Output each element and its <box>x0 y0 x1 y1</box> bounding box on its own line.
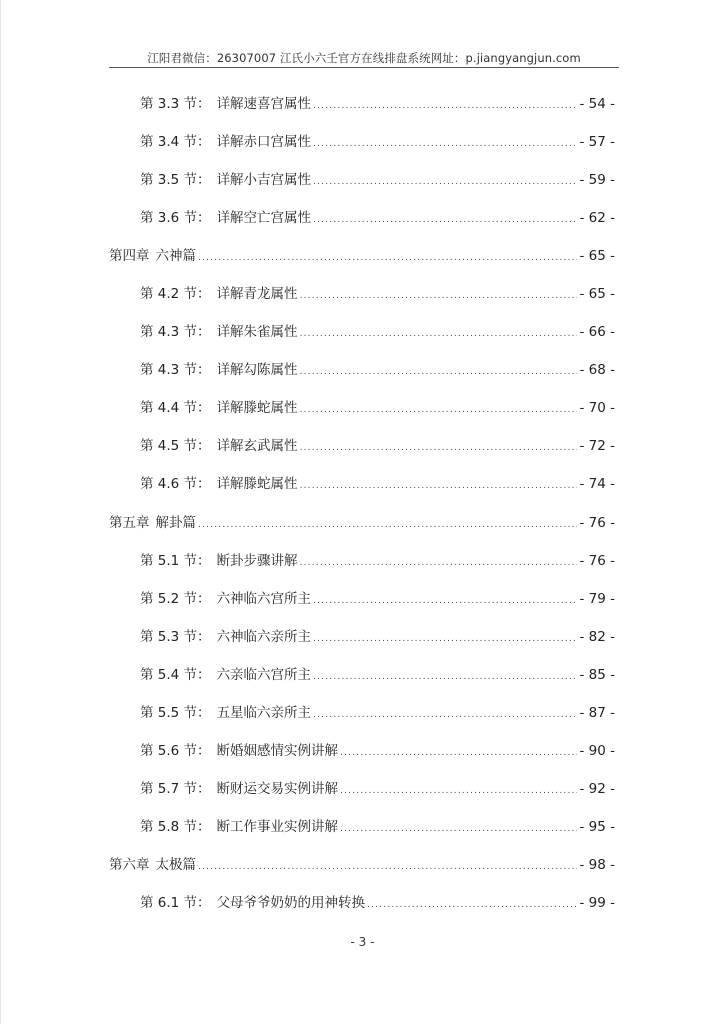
toc-section-entry[interactable] <box>109 169 615 207</box>
toc-entry-title: 详解玄武属性 <box>216 438 298 455</box>
toc-section-entry[interactable] <box>109 131 615 169</box>
toc-entry-number: 第 4.5 节： <box>140 438 211 455</box>
toc-entry-title: 详解速喜宫属性 <box>216 96 312 112</box>
toc-page-number: - 79 - <box>579 590 615 607</box>
toc-dot-leader <box>367 894 577 916</box>
toc-entry-number: 第 5.5 节： <box>140 704 211 721</box>
toc-entry-title: 详解滕蛇属性 <box>216 476 298 493</box>
toc-page-number: - 72 - <box>579 438 615 455</box>
toc-entry-title: 六神临六宫所主 <box>216 590 312 607</box>
toc-dot-leader <box>313 133 577 155</box>
toc-entry-number: 第 5.7 节： <box>140 780 211 797</box>
toc-dot-leader <box>313 704 577 726</box>
toc-section-entry[interactable] <box>109 626 615 664</box>
toc-entry-label <box>140 435 298 457</box>
toc-dot-leader <box>313 666 577 688</box>
toc-dot-leader <box>340 742 577 764</box>
toc-page-number: - 57 - <box>579 134 615 151</box>
toc-entry-title: 断工作事业实例讲解 <box>216 818 339 835</box>
toc-section-entry[interactable] <box>109 397 615 435</box>
toc-entry-label <box>140 816 338 838</box>
toc-entry-label <box>140 740 338 762</box>
toc-page-number: - 87 - <box>579 704 615 721</box>
toc-page-number: - 92 - <box>579 780 615 797</box>
toc-dot-leader <box>313 209 577 231</box>
toc-dot-leader <box>300 323 578 345</box>
table-of-contents <box>109 93 615 930</box>
toc-chapter-entry[interactable] <box>109 245 615 283</box>
toc-dot-leader <box>198 514 577 536</box>
toc-section-entry[interactable] <box>109 588 615 626</box>
toc-page-number: - 59 - <box>579 172 615 189</box>
toc-section-entry[interactable] <box>109 664 615 702</box>
toc-entry-number: 第 3.4 节： <box>140 134 211 151</box>
toc-entry-title: 详解滕蛇属性 <box>216 400 298 417</box>
toc-section-entry[interactable] <box>109 816 615 854</box>
toc-entry-title: 断婚姻感情实例讲解 <box>216 742 339 759</box>
toc-dot-leader <box>313 171 577 193</box>
toc-section-entry[interactable] <box>109 892 615 930</box>
toc-entry-label <box>109 245 196 267</box>
toc-entry-title: 详解小吉宫属性 <box>216 172 312 189</box>
toc-dot-leader <box>300 437 578 459</box>
toc-entry-label <box>140 778 338 800</box>
toc-entry-title: 太极篇 <box>155 856 196 873</box>
toc-page-number: - 76 - <box>579 552 615 569</box>
toc-entry-number: 第六章 <box>109 856 150 873</box>
toc-entry-title: 六亲临六宫所主 <box>216 666 312 683</box>
toc-section-entry[interactable] <box>109 778 615 816</box>
toc-entry-number: 第 3.6 节： <box>140 210 211 227</box>
toc-entry-number: 第 4.2 节： <box>140 286 211 303</box>
toc-entry-number: 第 3.3 节： <box>140 96 211 112</box>
toc-entry-number: 第 4.6 节： <box>140 476 211 493</box>
toc-entry-label <box>140 169 311 191</box>
toc-entry-label <box>140 473 298 495</box>
toc-dot-leader <box>198 247 577 269</box>
toc-entry-title: 详解青龙属性 <box>216 286 298 303</box>
toc-entry-title: 断卦步骤讲解 <box>216 552 298 569</box>
toc-entry-number: 第 5.3 节： <box>140 628 211 645</box>
toc-entry-number: 第 4.4 节： <box>140 400 211 417</box>
toc-entry-number: 第五章 <box>109 514 150 531</box>
toc-entry-number: 第 6.1 节： <box>140 894 211 911</box>
toc-page-number: - 65 - <box>579 248 615 265</box>
toc-dot-leader <box>340 818 577 840</box>
toc-dot-leader <box>340 780 577 802</box>
toc-entry-label <box>140 207 311 229</box>
toc-page-number: - 65 - <box>579 286 615 303</box>
toc-dot-leader <box>300 475 578 497</box>
toc-entry-number: 第四章 <box>109 248 150 265</box>
page-header: 江阳君微信：26307007 江氏小六壬官方在线排盘系统网址：p.jiangyangjun.com <box>147 51 581 65</box>
toc-page-number: - 95 - <box>579 818 615 835</box>
toc-section-entry[interactable] <box>109 283 615 321</box>
toc-section-entry[interactable] <box>109 702 615 740</box>
toc-entry-title: 父母爷爷奶奶的用神转换 <box>216 894 366 911</box>
toc-page-number: - 70 - <box>579 400 615 417</box>
toc-entry-label <box>140 321 298 343</box>
toc-page-number: - 82 - <box>579 628 615 645</box>
toc-entry-title: 详解朱雀属性 <box>216 324 298 341</box>
toc-dot-leader <box>198 856 577 878</box>
header-rule <box>109 67 619 68</box>
toc-entry-number: 第 5.2 节： <box>140 590 211 607</box>
toc-page-number: - 85 - <box>579 666 615 683</box>
toc-page-number: - 90 - <box>579 742 615 759</box>
toc-page-number: - 54 - <box>579 96 615 112</box>
toc-page-number: - 99 - <box>579 894 615 911</box>
toc-entry-title: 五星临六亲所主 <box>216 704 312 721</box>
toc-entry-label <box>140 664 311 686</box>
toc-entry-label <box>140 892 365 914</box>
toc-entry-label <box>140 397 298 419</box>
toc-entry-label <box>140 131 311 153</box>
toc-section-entry[interactable] <box>109 93 615 131</box>
toc-entry-label <box>140 283 298 305</box>
toc-dot-leader <box>300 361 578 383</box>
toc-entry-title: 六神临六亲所主 <box>216 628 312 645</box>
toc-entry-label <box>140 550 298 572</box>
toc-entry-title: 详解赤口宫属性 <box>216 134 312 151</box>
toc-entry-number: 第 5.8 节： <box>140 818 211 835</box>
toc-chapter-entry[interactable] <box>109 854 615 892</box>
toc-page-number: - 74 - <box>579 476 615 493</box>
toc-entry-label <box>140 93 311 115</box>
toc-section-entry[interactable] <box>109 359 615 397</box>
toc-entry-label <box>109 512 196 534</box>
toc-page-number: - 66 - <box>579 324 615 341</box>
toc-entry-label <box>140 588 311 610</box>
toc-section-entry[interactable] <box>109 740 615 778</box>
toc-entry-title: 断财运交易实例讲解 <box>216 780 339 797</box>
toc-entry-number: 第 4.3 节： <box>140 324 211 341</box>
toc-section-entry[interactable] <box>109 435 615 473</box>
toc-section-entry[interactable] <box>109 550 615 588</box>
toc-dot-leader <box>300 285 578 307</box>
toc-entry-title: 详解空亡宫属性 <box>216 210 312 227</box>
toc-dot-leader <box>313 590 577 612</box>
toc-entry-number: 第 5.6 节： <box>140 742 211 759</box>
toc-entry-label <box>140 359 298 381</box>
toc-dot-leader <box>300 399 578 421</box>
toc-entry-title: 解卦篇 <box>155 514 196 531</box>
toc-entry-label <box>140 702 311 724</box>
toc-page-number: - 68 - <box>579 362 615 379</box>
toc-entry-number: 第 5.4 节： <box>140 666 211 683</box>
toc-entry-number: 第 5.1 节： <box>140 552 211 569</box>
toc-entry-number: 第 3.5 节： <box>140 172 211 189</box>
toc-entry-label <box>109 854 196 876</box>
page-footer-number: - 3 - <box>350 935 375 949</box>
toc-entry-title: 详解勾陈属性 <box>216 362 298 379</box>
toc-dot-leader <box>313 95 577 117</box>
toc-entry-label <box>140 626 311 648</box>
toc-section-entry[interactable] <box>109 473 615 511</box>
toc-entry-title: 六神篇 <box>155 248 196 265</box>
toc-page-number: - 98 - <box>579 856 615 873</box>
toc-page-number: - 62 - <box>579 210 615 227</box>
toc-chapter-entry[interactable] <box>109 512 615 550</box>
toc-dot-leader <box>300 552 578 574</box>
toc-section-entry[interactable] <box>109 207 615 245</box>
toc-section-entry[interactable] <box>109 321 615 359</box>
toc-dot-leader <box>313 628 577 650</box>
toc-entry-number: 第 4.3 节： <box>140 362 211 379</box>
toc-page-number: - 76 - <box>579 514 615 531</box>
